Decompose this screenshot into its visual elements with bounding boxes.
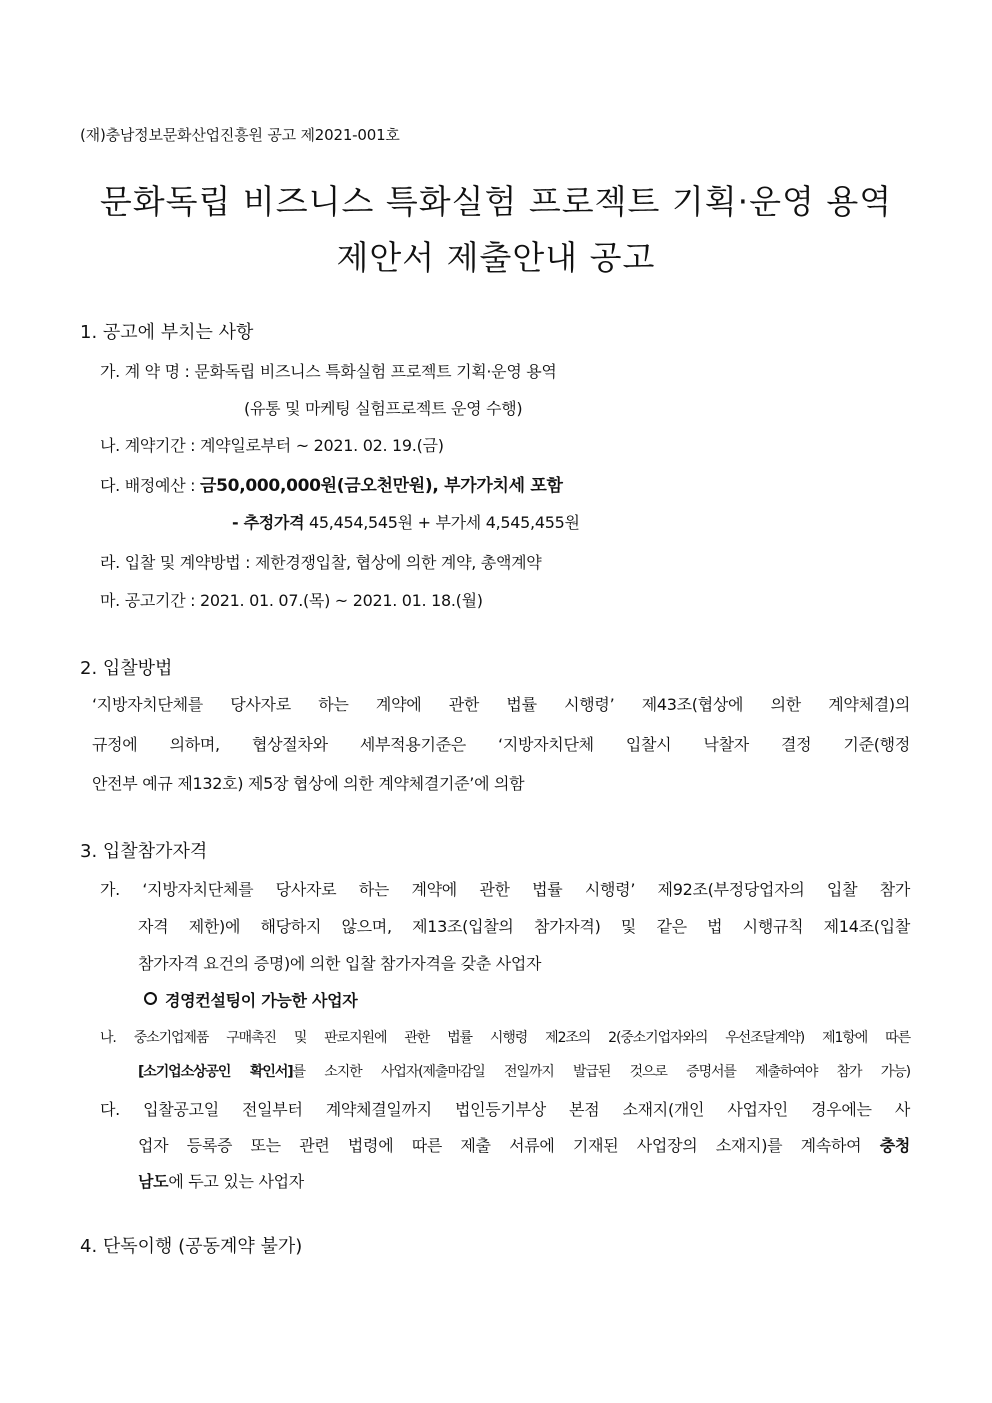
- bid-method-text-line-1: ‘지방자치단체를 당사자로 하는 계약에 관한 법률 시행령’ 제43조(협상에 의한 계약체결)의: [92, 695, 910, 714]
- notice-period: 마. 공고기간 : 2021. 01. 07.(목) ~ 2021. 01. 18.(월): [100, 591, 483, 610]
- document-title-line-2: 제안서 제출안내 공고: [336, 238, 656, 277]
- contract-name: 가. 계 약 명 : 문화독립 비즈니스 특화실험 프로젝트 기획·운영 용역: [100, 362, 557, 381]
- section-4-heading: 4. 단독이행 (공동계약 불가): [80, 1236, 303, 1257]
- qualification-c-line-3-text: 에 두고 있는 사업자: [168, 1172, 304, 1191]
- estimated-price: [232, 510, 580, 533]
- estimated-price-value: 45,454,545원 + 부가세 4,545,455원: [304, 513, 580, 532]
- qualification-b-line-2: [138, 1061, 910, 1081]
- qualification-a-line-1: 가. ‘지방자치단체를 당사자로 하는 계약에 관한 법률 시행령’ 제92조(부정당업자의 입찰 참가: [100, 880, 910, 899]
- small-business-certificate: [소기업소상공인 확인서]: [138, 1064, 293, 1080]
- bid-method-text-line-2: 규정에 의하며, 협상절차와 세부적용기준은 ‘지방자치단체 입찰시 낙찰자 결정 기준(행정: [92, 735, 910, 754]
- qualification-a-line-2: 자격 제한)에 해당하지 않으며, 제13조(입찰의 참가자격) 및 같은 법 시행규칙 제14조(입찰: [138, 917, 910, 936]
- qualification-bullet: [144, 988, 357, 1011]
- section-3-heading: 3. 입찰참가자격: [80, 841, 208, 862]
- qualification-c-line-2: [138, 1133, 910, 1156]
- qualification-c-line-1: 다. 입찰공고일 전일부터 계약체결일까지 법인등기부상 본점 소재지(개인 사업자인 경우에는 사: [100, 1100, 910, 1119]
- region-namdo: 남도: [138, 1172, 169, 1191]
- section-1-heading: 1. 공고에 부치는 사항: [80, 322, 254, 343]
- region-chungcheong: 충청: [879, 1136, 910, 1155]
- qualification-b-line-2-text: 를 소지한 사업자(제출마감일 전일까지 발급된 것으로 증명서를 제출하여야 참가 가능): [292, 1064, 910, 1080]
- budget-value: 금50,000,000원(금오천만원), 부가가치세 포함: [200, 476, 563, 496]
- bid-method-text-line-3: 안전부 예규 제132호) 제5장 협상에 의한 계약체결기준’에 의함: [92, 774, 525, 793]
- document-title-line-1: 문화독립 비즈니스 특화실험 프로젝트 기획·운영 용역: [99, 182, 893, 221]
- section-2-heading: 2. 입찰방법: [80, 658, 173, 679]
- qualification-c-line-3: [138, 1169, 910, 1192]
- qualification-b-line-1: 나. 중소기업제품 구매촉진 및 판로지원에 관한 법률 시행령 제2조의 2(중소기업자와의 우선조달계약) 제1항에 따른: [100, 1030, 910, 1046]
- contract-period: 나. 계약기간 : 계약일로부터 ~ 2021. 02. 19.(금): [100, 436, 444, 455]
- estimated-price-label: - 추정가격: [232, 513, 305, 532]
- budget: [100, 471, 563, 496]
- budget-label: 다. 배정예산 :: [100, 476, 201, 495]
- notice-number: (재)충남정보문화산업진흥원 공고 제2021-001호: [80, 126, 400, 144]
- qualification-a-line-3: 참가자격 요건의 증명)에 의한 입찰 참가자격을 갖춘 사업자: [138, 954, 542, 973]
- contract-name-detail: (유통 및 마케팅 실험프로젝트 운영 수행): [244, 399, 523, 418]
- bid-method: 라. 입찰 및 계약방법 : 제한경쟁입찰, 협상에 의한 계약, 총액계약: [100, 553, 542, 572]
- qualification-c-line-2-text: 업자 등록증 또는 관련 법령에 따른 제출 서류에 기재된 사업장의 소재지)를 계속하여: [138, 1136, 880, 1155]
- qualification-bullet-text: 경영컨설팅이 가능한 사업자: [165, 991, 358, 1010]
- circle-bullet-icon: [144, 992, 157, 1005]
